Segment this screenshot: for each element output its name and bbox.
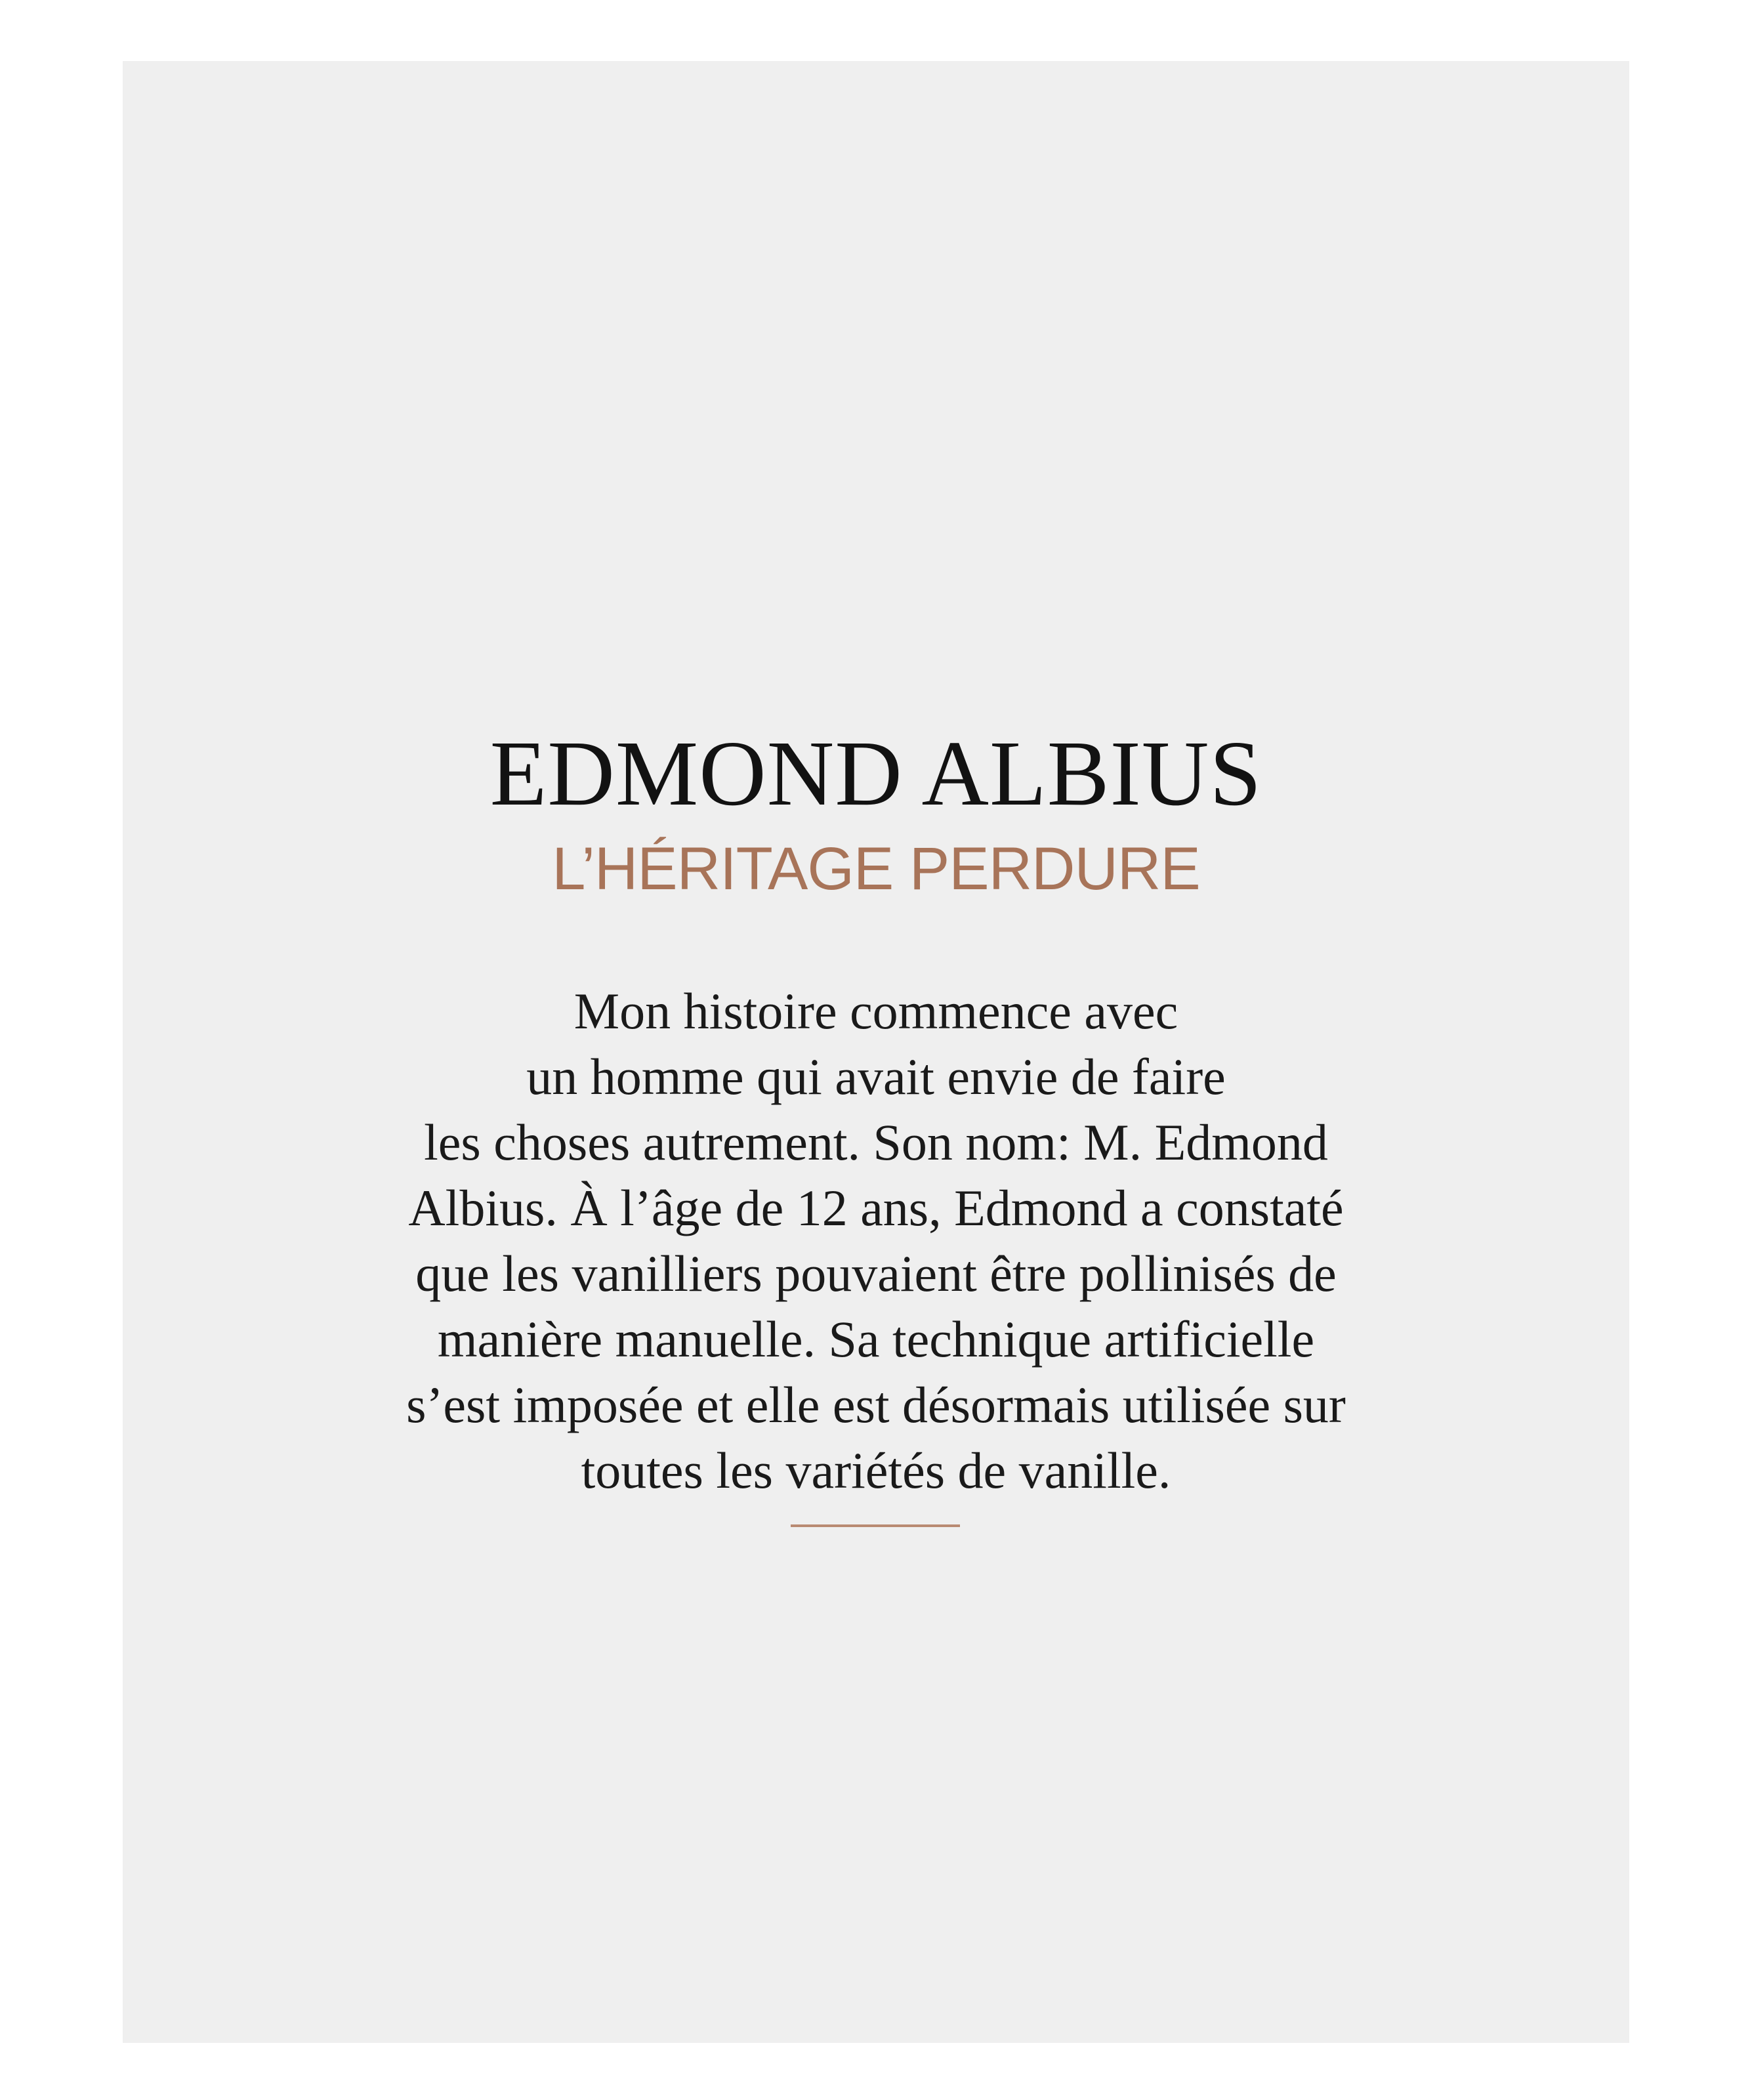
divider-rule: [791, 1524, 960, 1527]
page-subtitle: L’HÉRITAGE PERDURE: [552, 835, 1200, 902]
body-line: manière manuelle. Sa technique artificielle: [437, 1311, 1315, 1368]
body-line: Albius. À l’âge de 12 ans, Edmond a constaté: [408, 1179, 1344, 1236]
body-line: toutes les variétés de vanille.: [581, 1442, 1171, 1499]
body-line: s’est imposée et elle est désormais utilisée sur: [406, 1376, 1346, 1433]
body-line: un homme qui avait envie de faire: [526, 1048, 1226, 1105]
body-paragraph: [123, 978, 1629, 1503]
content-panel: [123, 61, 1629, 2043]
body-line: que les vanilliers pouvaient être pollinisés de: [415, 1245, 1337, 1302]
body-line: Mon histoire commence avec: [573, 982, 1178, 1040]
body-line: les choses autrement. Son nom: M. Edmond: [424, 1114, 1328, 1171]
page-title: EDMOND ALBIUS: [490, 721, 1262, 825]
